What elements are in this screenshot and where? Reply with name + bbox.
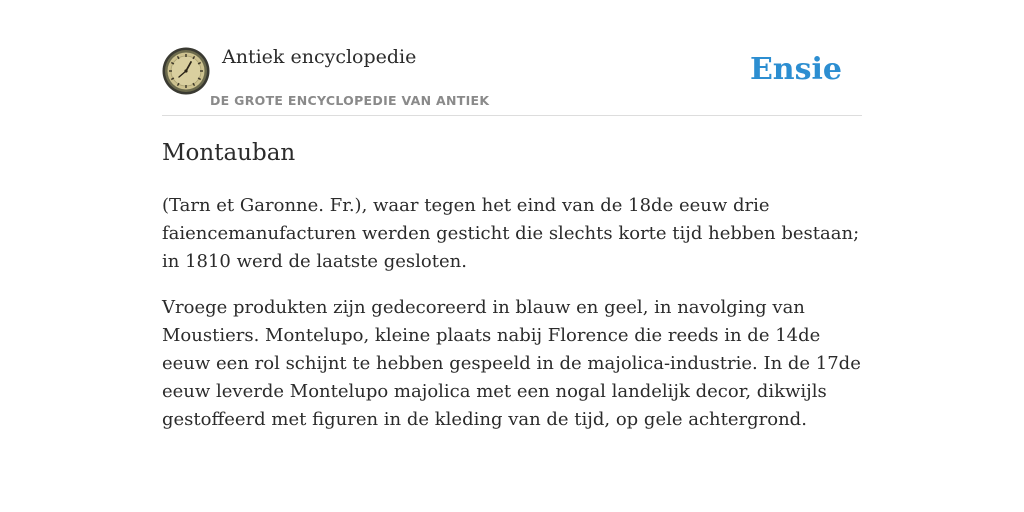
site-title[interactable]: Antiek encyclopedie xyxy=(222,46,417,68)
page xyxy=(162,0,862,430)
antique-clock-icon[interactable] xyxy=(162,47,210,95)
article-paragraph: Vroege produkten zijn gedecoreerd in blauw en geel, in navolging van Moustiers. Montelupo, kleine plaats nabij Florence die reeds in de 14de eeuw een rol schijnt te hebben gespeeld in de majolica-industrie. In de 17de eeuw leverde Montelupo majolica met een nogal landelijk decor, dikwijls gestoffeerd met figuren in de kleding van de tijd, op gele achtergrond. xyxy=(162,297,861,430)
article-title: Montauban xyxy=(162,140,296,166)
site-subtitle: DE GROTE ENCYCLOPEDIE VAN ANTIEK xyxy=(210,93,490,108)
article-paragraph: (Tarn et Garonne. Fr.), waar tegen het eind van de 18de eeuw drie faiencemanufacturen werden gesticht die slechts korte tijd hebben bestaan; in 1810 werd de laatste gesloten. xyxy=(162,195,860,272)
ensie-logo-link[interactable]: Ensie xyxy=(749,52,842,87)
site-header xyxy=(162,0,862,116)
article-body xyxy=(162,192,862,452)
